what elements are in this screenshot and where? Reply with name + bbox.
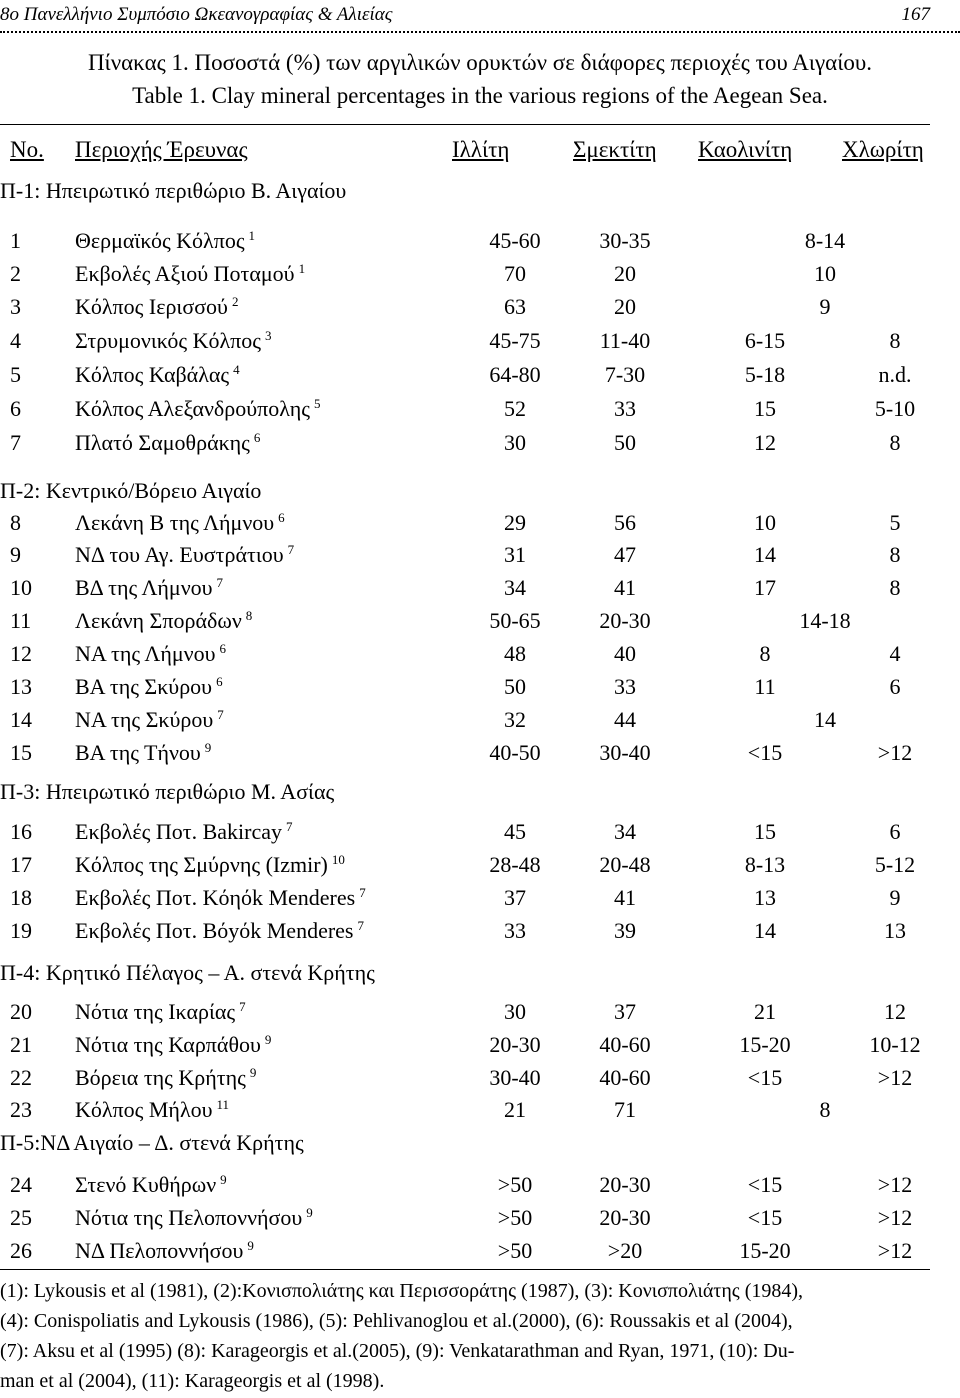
- row-number: 19: [10, 918, 32, 943]
- reference-superscript: 10: [331, 852, 345, 867]
- illite-cell: 30-40: [489, 1065, 541, 1090]
- row-number: 25: [10, 1205, 32, 1230]
- smectite-cell: 71: [614, 1097, 636, 1122]
- region-cell: [75, 542, 295, 568]
- table-row: [0, 852, 960, 885]
- table-row: [0, 228, 960, 261]
- smectite-cell: 37: [614, 999, 636, 1024]
- reference-superscript: 6: [216, 674, 223, 689]
- row-number: 1: [10, 228, 21, 253]
- chlorite-cell: >12: [877, 740, 913, 765]
- row-number: 12: [10, 641, 32, 666]
- region-name: ΒΔ της Λήμνου: [75, 575, 213, 600]
- region-name: Εκβολές Ποτ. Bakircay: [75, 819, 282, 844]
- smectite-cell: 20: [614, 261, 636, 286]
- reference-superscript: 4: [233, 362, 240, 377]
- kaolinite-cell: 12: [754, 430, 776, 455]
- illite-cell: 50-65: [489, 608, 541, 633]
- region-name: ΒΑ της Σκύρου: [75, 674, 213, 699]
- col-illite: Ιλλίτη: [452, 137, 510, 162]
- table-row: [0, 294, 960, 327]
- row-number: 4: [10, 328, 21, 353]
- table-row: [0, 1032, 960, 1065]
- region-name: ΝΔ του Αγ. Ευστράτιου: [75, 542, 284, 567]
- reference-superscript: 7: [217, 707, 224, 722]
- group-title: Π-5:ΝΔ Αιγαίο – Δ. στενά Κρήτης: [0, 1130, 304, 1155]
- region-name: Κόλπος Καβάλας: [75, 362, 230, 387]
- row-number: 21: [10, 1032, 32, 1057]
- reference-superscript: 9: [220, 1172, 227, 1187]
- chlorite-cell: 13: [884, 918, 906, 943]
- region-cell: [75, 1065, 257, 1091]
- chlorite-cell: 8: [889, 328, 901, 353]
- smectite-cell: 20-30: [599, 608, 651, 633]
- chlorite-cell: 6: [889, 819, 901, 844]
- smectite-cell: 40-60: [599, 1032, 651, 1057]
- reference-superscript: 9: [264, 1032, 272, 1047]
- smectite-cell: >20: [607, 1238, 643, 1263]
- region-name: Κόλπος Αλεξανδρούπολης: [75, 396, 310, 421]
- chlorite-cell: 8: [889, 575, 901, 600]
- row-number: 8: [10, 510, 21, 535]
- illite-cell: 45: [504, 819, 526, 844]
- illite-cell: 48: [504, 641, 526, 666]
- row-number: 22: [10, 1065, 32, 1090]
- chlorite-cell: >12: [877, 1065, 913, 1090]
- row-number: 2: [10, 261, 21, 286]
- region-name: Λεκάνη Σποράδων: [75, 608, 242, 633]
- table-row: [0, 999, 960, 1032]
- reference-superscript: 6: [219, 641, 226, 656]
- kaolinite-cell: 8: [759, 641, 771, 666]
- kaolinite-cell: 14: [754, 918, 776, 943]
- row-number: 24: [10, 1172, 32, 1197]
- reference-superscript: 6: [278, 510, 285, 525]
- reference-superscript: 9: [306, 1205, 313, 1220]
- illite-cell: >50: [497, 1172, 533, 1197]
- row-number: 6: [10, 396, 21, 421]
- table-row: [0, 1065, 960, 1098]
- region-name: Στενό Κυθήρων: [75, 1172, 217, 1197]
- kaolinite-cell: <15: [747, 1065, 783, 1090]
- table-row: [0, 510, 960, 543]
- table-row: [0, 707, 960, 740]
- illite-cell: 40-50: [489, 740, 541, 765]
- region-name: ΝΔ Πελοποννήσου: [75, 1238, 244, 1263]
- table-row: [0, 575, 960, 608]
- illite-cell: 21: [504, 1097, 526, 1122]
- group-title: Π-1: Ηπειρωτικό περιθώριο Β. Αιγαίου: [0, 178, 347, 203]
- reference-superscript: 7: [357, 918, 364, 933]
- reference-superscript: 7: [239, 999, 246, 1014]
- illite-cell: 30: [504, 430, 526, 455]
- col-kaolinite: Καολινίτη: [698, 137, 793, 162]
- kaolinite-chlorite-combined-cell: 10: [814, 261, 836, 286]
- row-number: 15: [10, 740, 32, 765]
- illite-cell: 64-80: [489, 362, 541, 387]
- illite-cell: 28-48: [489, 852, 541, 877]
- region-cell: [75, 819, 293, 845]
- reference-superscript: 5: [313, 396, 321, 411]
- region-cell: [75, 294, 239, 320]
- region-cell: [75, 707, 224, 733]
- chlorite-cell: 6: [889, 674, 901, 699]
- reference-superscript: 7: [359, 885, 366, 900]
- chlorite-cell: 10-12: [869, 1032, 921, 1057]
- smectite-cell: 39: [614, 918, 636, 943]
- region-name: Κόλπος Ιερισσού: [75, 294, 228, 319]
- smectite-cell: 41: [614, 575, 636, 600]
- smectite-cell: 30-35: [599, 228, 651, 253]
- table-row: [0, 1205, 960, 1238]
- kaolinite-cell: <15: [747, 740, 783, 765]
- table-bottom-rule: [0, 1269, 930, 1270]
- kaolinite-cell: 15: [754, 396, 776, 421]
- table-row: [0, 674, 960, 707]
- illite-cell: 34: [504, 575, 526, 600]
- table-row: [0, 641, 960, 674]
- kaolinite-cell: 15-20: [739, 1238, 791, 1263]
- illite-cell: >50: [497, 1238, 533, 1263]
- reference-superscript: 8: [245, 608, 253, 623]
- note-line: (1): Lykousis et al (1981), (2):Κονισπολιάτης και Περισσοράτης (1987), (3): Κονισπολιάτης (1984),: [0, 1280, 804, 1302]
- illite-cell: 30: [504, 999, 526, 1024]
- region-cell: [75, 228, 256, 254]
- region-cell: [75, 608, 253, 634]
- smectite-cell: 44: [614, 707, 636, 732]
- kaolinite-cell: 14: [754, 542, 776, 567]
- region-name: ΝΑ της Σκύρου: [75, 707, 214, 732]
- illite-cell: 33: [504, 918, 526, 943]
- illite-cell: 29: [504, 510, 526, 535]
- table-row: [0, 1238, 960, 1271]
- table-row: [0, 1097, 960, 1130]
- illite-cell: 70: [504, 261, 526, 286]
- table-row: [0, 328, 960, 361]
- illite-cell: >50: [497, 1205, 533, 1230]
- smectite-cell: 40: [614, 641, 636, 666]
- page-number: 167: [901, 4, 930, 25]
- region-name: Νότια της Καρπάθου: [75, 1032, 261, 1057]
- row-number: 7: [10, 430, 21, 455]
- kaolinite-cell: 17: [754, 575, 776, 600]
- chlorite-cell: 12: [884, 999, 906, 1024]
- caption-english: Table 1. Clay mineral percentages in the various regions of the Aegean Sea.: [132, 83, 828, 108]
- table-top-rule: [0, 124, 930, 125]
- region-name: ΝΑ της Λήμνου: [75, 641, 216, 666]
- region-cell: [75, 261, 306, 287]
- smectite-cell: 11-40: [599, 328, 651, 353]
- region-cell: [75, 641, 226, 667]
- row-number: 3: [10, 294, 21, 319]
- group-title: Π-2: Κεντρικό/Βόρειο Αιγαίο: [0, 478, 262, 503]
- journal-title: 8ο Πανελλήνιο Συμπόσιο Ωκεανογραφίας & Αλιείας: [0, 4, 393, 25]
- kaolinite-cell: <15: [747, 1205, 783, 1230]
- reference-superscript: 6: [253, 430, 261, 445]
- chlorite-cell: 9: [889, 885, 901, 910]
- row-number: 9: [10, 542, 21, 567]
- reference-superscript: 7: [287, 542, 295, 557]
- region-name: Βόρεια της Κρήτης: [75, 1065, 246, 1090]
- note-line: man et al (2004), (11): Karageorgis et al (1998).: [0, 1370, 385, 1392]
- row-number: 10: [10, 575, 32, 600]
- region-cell: [75, 999, 246, 1025]
- reference-superscript: 2: [231, 294, 239, 309]
- reference-superscript: 9: [247, 1238, 254, 1253]
- illite-cell: 31: [504, 542, 526, 567]
- row-number: 16: [10, 819, 32, 844]
- kaolinite-cell: 15: [754, 819, 776, 844]
- region-cell: [75, 430, 261, 456]
- smectite-cell: 41: [614, 885, 636, 910]
- kaolinite-cell: 13: [754, 885, 776, 910]
- row-number: 26: [10, 1238, 32, 1263]
- chlorite-cell: n.d.: [878, 362, 912, 387]
- col-no: No.: [10, 137, 44, 162]
- group-title: Π-3: Ηπειρωτικό περιθώριο Μ. Ασίας: [0, 779, 335, 804]
- illite-cell: 63: [504, 294, 526, 319]
- region-name: Στρυμονικός Κόλπος: [75, 328, 261, 353]
- kaolinite-chlorite-combined-cell: 14-18: [799, 608, 851, 633]
- table-row: [0, 542, 960, 575]
- kaolinite-chlorite-combined-cell: 8-14: [804, 228, 846, 253]
- illite-cell: 32: [504, 707, 526, 732]
- region-name: Εκβολές Ποτ. Bόyόk Menderes: [75, 918, 354, 943]
- smectite-cell: 34: [614, 819, 636, 844]
- smectite-cell: 56: [614, 510, 636, 535]
- region-cell: [75, 885, 366, 911]
- illite-cell: 37: [504, 885, 526, 910]
- table-row: [0, 396, 960, 429]
- illite-cell: 52: [504, 396, 526, 421]
- table-row: [0, 362, 960, 395]
- region-cell: [75, 575, 224, 601]
- smectite-cell: 50: [614, 430, 636, 455]
- kaolinite-cell: <15: [747, 1172, 783, 1197]
- table-row: [0, 430, 960, 463]
- row-number: 5: [10, 362, 21, 387]
- region-name: Κόλπος Μήλου: [75, 1097, 213, 1122]
- smectite-cell: 20-30: [599, 1205, 651, 1230]
- region-name: Εκβολές Ποτ. Kόηόk Menderes: [75, 885, 356, 910]
- table-row: [0, 819, 960, 852]
- col-smectite: Σμεκτίτη: [573, 137, 657, 162]
- kaolinite-cell: 6-15: [744, 328, 786, 353]
- kaolinite-cell: 5-18: [744, 362, 786, 387]
- table-row: [0, 740, 960, 773]
- chlorite-cell: 4: [889, 641, 901, 666]
- row-number: 13: [10, 674, 32, 699]
- reference-superscript: 1: [248, 228, 256, 243]
- reference-superscript: 11: [216, 1097, 230, 1112]
- chlorite-cell: 5-12: [874, 852, 916, 877]
- caption-greek: Πίνακας 1. Ποσοστά (%) των αργιλικών ορυκτών σε διάφορες περιοχές του Αιγαίου.: [87, 50, 873, 75]
- smectite-cell: 33: [614, 674, 636, 699]
- region-cell: [75, 740, 212, 766]
- region-cell: [75, 328, 272, 354]
- region-cell: [75, 396, 321, 422]
- kaolinite-cell: 8-13: [744, 852, 786, 877]
- row-number: 20: [10, 999, 32, 1024]
- region-name: Νότια της Ικαρίας: [75, 999, 236, 1024]
- note-line: (4): Conispoliatis and Lykousis (1986), (5): Pehlivanoglou et al.(2000), (6): Roussakis et al (2004),: [0, 1310, 793, 1332]
- kaolinite-cell: 10: [754, 510, 776, 535]
- chlorite-cell: 8: [889, 430, 901, 455]
- chlorite-cell: >12: [877, 1238, 913, 1263]
- row-number: 11: [10, 608, 32, 633]
- region-cell: [75, 918, 364, 944]
- row-number: 17: [10, 852, 32, 877]
- smectite-cell: 30-40: [599, 740, 651, 765]
- region-cell: [75, 1097, 230, 1123]
- smectite-cell: 20: [614, 294, 636, 319]
- region-cell: [75, 510, 285, 536]
- smectite-cell: 47: [614, 542, 636, 567]
- region-cell: [75, 362, 240, 388]
- table-row: [0, 885, 960, 918]
- chlorite-cell: 5: [889, 510, 901, 535]
- col-region: Περιοχής Έρευνας: [75, 137, 248, 162]
- smectite-cell: 33: [614, 396, 636, 421]
- kaolinite-cell: 15-20: [739, 1032, 791, 1057]
- kaolinite-cell: 21: [754, 999, 776, 1024]
- region-cell: [75, 674, 223, 700]
- region-cell: [75, 1238, 254, 1264]
- col-chlorite: Χλωρίτη: [842, 137, 924, 162]
- row-number: 18: [10, 885, 32, 910]
- chlorite-cell: >12: [877, 1205, 913, 1230]
- kaolinite-cell: 11: [754, 674, 776, 699]
- header-dotted-rule: [0, 31, 960, 33]
- group-title: Π-4: Κρητικό Πέλαγος – Α. στενά Κρήτης: [0, 960, 375, 985]
- reference-superscript: 9: [249, 1065, 257, 1080]
- illite-cell: 45-60: [489, 228, 541, 253]
- region-name: Λεκάνη Β της Λήμνου: [75, 510, 275, 535]
- table-row: [0, 608, 960, 641]
- table-row: [0, 1172, 960, 1205]
- references-footnote: [0, 1276, 930, 1396]
- smectite-cell: 7-30: [604, 362, 646, 387]
- illite-cell: 45-75: [489, 328, 541, 353]
- smectite-cell: 20-30: [599, 1172, 651, 1197]
- kaolinite-chlorite-combined-cell: 9: [819, 294, 831, 319]
- region-name: ΒΑ της Τήνου: [75, 740, 201, 765]
- region-name: Θερμαϊκός Κόλπος: [75, 228, 245, 253]
- chlorite-cell: 5-10: [874, 396, 916, 421]
- smectite-cell: 40-60: [599, 1065, 651, 1090]
- table-row: [0, 918, 960, 951]
- kaolinite-chlorite-combined-cell: 8: [819, 1097, 831, 1122]
- chlorite-cell: 8: [889, 542, 901, 567]
- reference-superscript: 3: [264, 328, 272, 343]
- region-cell: [75, 1032, 272, 1058]
- region-cell: [75, 1172, 227, 1198]
- region-cell: [75, 852, 345, 878]
- reference-superscript: 7: [216, 575, 224, 590]
- chlorite-cell: >12: [877, 1172, 913, 1197]
- smectite-cell: 20-48: [599, 852, 651, 877]
- region-cell: [75, 1205, 313, 1231]
- row-number: 14: [10, 707, 32, 732]
- table-row: [0, 261, 960, 294]
- reference-superscript: 7: [285, 819, 293, 834]
- reference-superscript: 9: [204, 740, 212, 755]
- illite-cell: 50: [504, 674, 526, 699]
- illite-cell: 20-30: [489, 1032, 541, 1057]
- region-name: Νότια της Πελοποννήσου: [75, 1205, 303, 1230]
- reference-superscript: 1: [298, 261, 306, 276]
- region-name: Κόλπος της Σμύρνης (Izmir): [75, 852, 328, 877]
- region-name: Πλατό Σαμοθράκης: [75, 430, 250, 455]
- row-number: 23: [10, 1097, 32, 1122]
- kaolinite-chlorite-combined-cell: 14: [814, 707, 836, 732]
- note-line: (7): Aksu et al (1995) (8): Karageorgis et al.(2005), (9): Venkatarathman and Ryan, 1971, (10): Du-: [0, 1340, 795, 1362]
- region-name: Εκβολές Αξιού Ποταμού: [75, 261, 295, 286]
